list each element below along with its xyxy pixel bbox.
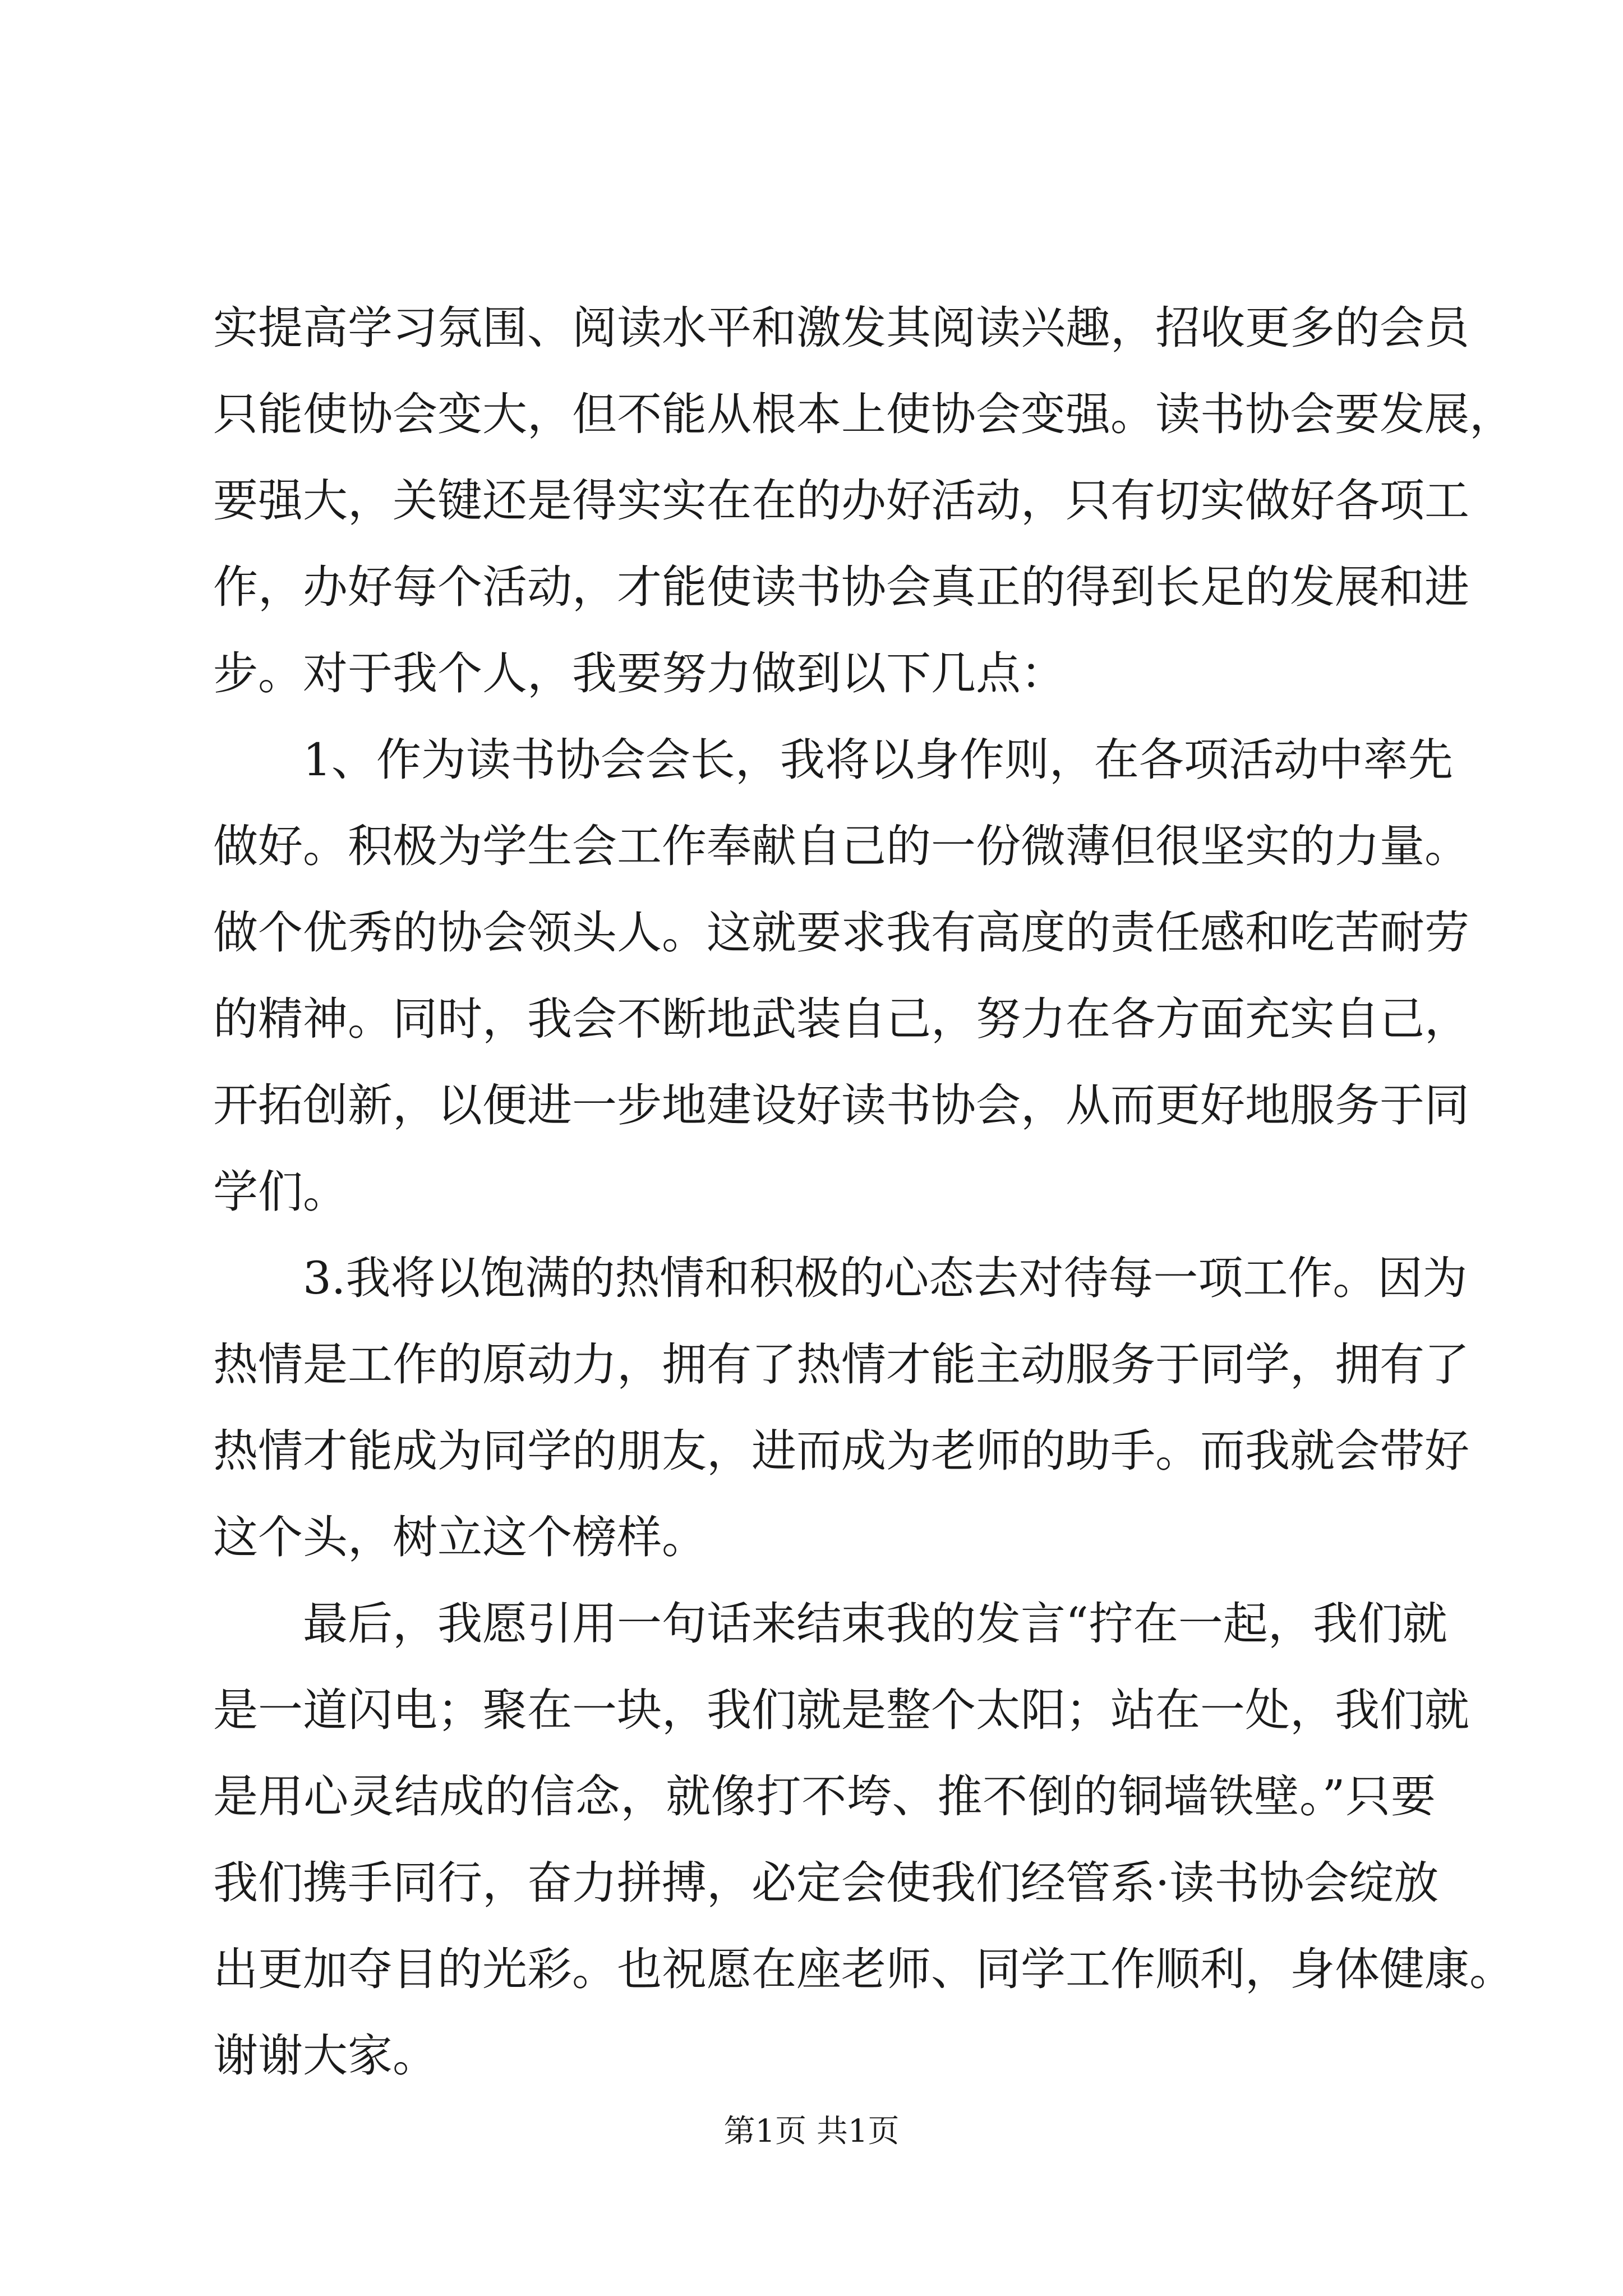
page-number-text: 第1页 共1页 — [723, 2113, 900, 2150]
text-line: 热情才能成为同学的朋友，进而成为老师的助手。而我就会带好 — [213, 1425, 1469, 1477]
paragraph-start-line: 最后，我愿引用一句话来结束我的发言“拧在一起，我们就 — [303, 1598, 1447, 1650]
text-line: 做好。积极为学生会工作奉献自己的一份微薄但很坚实的力量。 — [213, 820, 1469, 872]
text-line: 开拓创新，以便进一步地建设好读书协会，从而更好地服务于同 — [213, 1079, 1469, 1131]
paragraph-start-line: 3.我将以饱满的热情和积极的心态去对待每一项工作。因为 — [303, 1252, 1468, 1304]
text-line: 是用心灵结成的信念，就像打不垮、推不倒的铜墙铁壁。”只要 — [213, 1770, 1436, 1823]
text-line: 作，办好每个活动，才能使读书协会真正的得到长足的发展和进 — [213, 561, 1469, 613]
text-line: 要强大，关键还是得实实在在的办好活动，只有切实做好各项工 — [213, 475, 1469, 527]
page-footer — [0, 2112, 1623, 2151]
text-line: 步。对于我个人，我要努力做到以下几点： — [213, 647, 1066, 700]
text-line: 这个头，树立这个榜样。 — [213, 1511, 707, 1563]
document-body — [213, 285, 1514, 2099]
text-line: 谢谢大家。 — [213, 2030, 437, 2082]
text-line: 实提高学习氛围、阅读水平和激发其阅读兴趣，招收更多的会员 — [213, 302, 1469, 354]
text-line: 做个优秀的协会领头人。这就要求我有高度的责任感和吃苦耐劳 — [213, 907, 1469, 959]
text-line: 是一道闪电；聚在一块，我们就是整个太阳；站在一处，我们就 — [213, 1684, 1469, 1736]
text-line: 热情是工作的原动力，拥有了热情才能主动服务于同学，拥有了 — [213, 1338, 1469, 1391]
text-line: 我们携手同行，奋力拼搏，必定会使我们经管系·读书协会绽放 — [213, 1857, 1439, 1909]
text-line: 出更加夺目的光彩。也祝愿在座老师、同学工作顺利，身体健康。 — [213, 1943, 1514, 1995]
text-line: 只能使协会变大，但不能从根本上使协会变强。读书协会要发展， — [213, 388, 1514, 440]
text-line: 学们。 — [213, 1166, 348, 1218]
text-line: 的精神。同时，我会不断地武装自己，努力在各方面充实自己， — [213, 993, 1469, 1045]
paragraph-start-line: 1、作为读书协会会长，我将以身作则，在各项活动中率先 — [303, 734, 1453, 786]
